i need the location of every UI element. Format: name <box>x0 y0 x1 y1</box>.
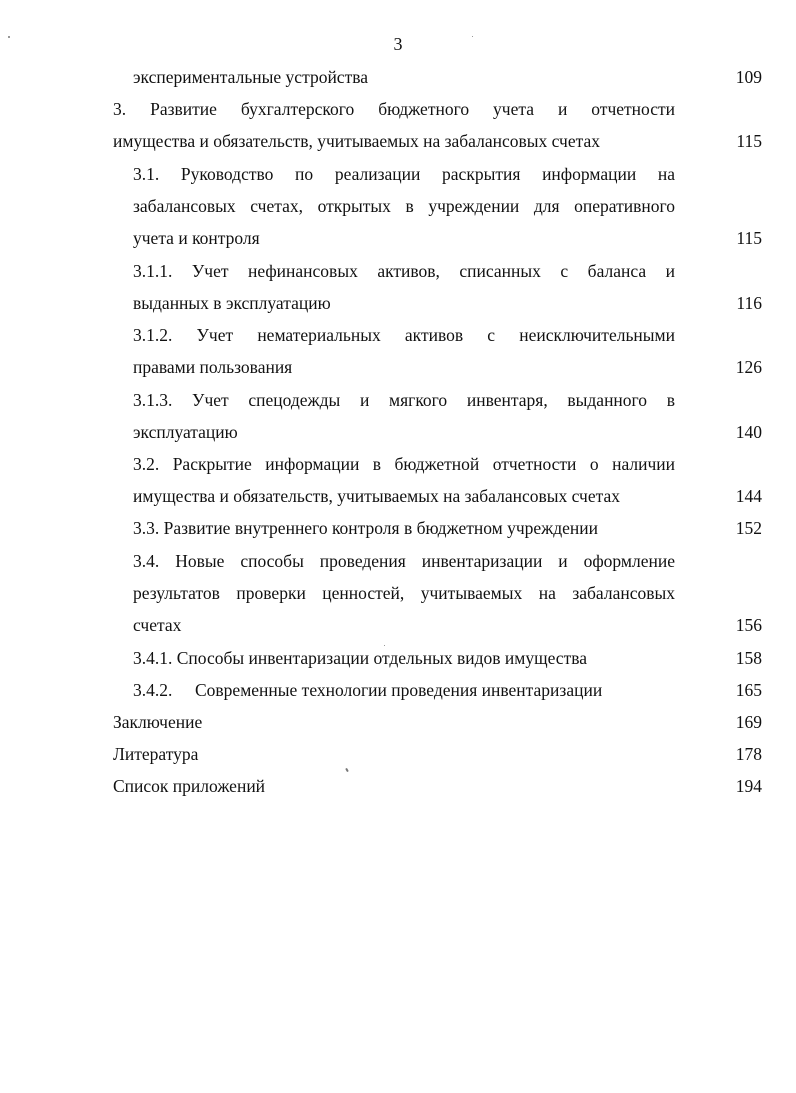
scan-speck <box>8 36 10 38</box>
toc-page-ref: 169 <box>735 712 762 732</box>
toc-page-ref: 115 <box>736 228 762 248</box>
toc-page-ref: 156 <box>735 615 762 635</box>
toc-page-ref: 144 <box>735 486 762 506</box>
toc-entry-text-line: выданных в эксплуатацию <box>133 293 331 313</box>
toc-entry-text-line: 3.4. Новые способы проведения инвентаризации и оформление <box>133 551 675 571</box>
toc-entry-text-line: имущества и обязательств, учитываемых на забалансовых счетах <box>133 486 621 506</box>
toc-entry-number: 3.4.2. <box>133 680 173 700</box>
toc-entry-text: Заключение <box>113 712 203 732</box>
toc-page-ref: 126 <box>735 357 762 377</box>
toc-entry-text: Литература <box>113 744 199 764</box>
scan-speck <box>345 768 349 772</box>
toc-page-ref: 158 <box>735 648 762 668</box>
toc-entry-text-line: 3. Развитие бухгалтерского бюджетного учета и отчетности <box>113 99 675 119</box>
toc-entry-text-line: 3.4.1. Способы инвентаризации отдельных видов имущества <box>133 648 588 668</box>
toc-entry-text-line: 3.1. Руководство по реализации раскрытия информации на <box>133 164 675 184</box>
toc-entry-text-line: 3.2. Раскрытие информации в бюджетной отчетности о наличии <box>133 454 675 474</box>
toc-page-ref: 140 <box>735 422 762 442</box>
toc-page-ref: 116 <box>736 293 762 313</box>
toc-entry-text-line: результатов проверки ценностей, учитываемых на забалансовых <box>133 583 675 603</box>
scan-speck <box>472 36 473 37</box>
toc-page-ref: 178 <box>735 744 762 764</box>
toc-page-ref: 152 <box>735 518 762 538</box>
toc-page-ref: 194 <box>735 776 762 796</box>
toc-entry-text-line: учета и контроля <box>133 228 260 248</box>
toc-entry-text: экспериментальные устройства <box>133 67 369 87</box>
toc-entry-text-line: 3.3. Развитие внутреннего контроля в бюджетном учреждении <box>133 518 599 538</box>
toc-entry-text-line: правами пользования <box>133 357 293 377</box>
toc-entry-text-line: эксплуатацию <box>133 422 238 442</box>
toc-page-ref: 165 <box>735 680 762 700</box>
toc-entry-text-line: 3.1.2. Учет нематериальных активов с неисключительными <box>133 325 675 345</box>
toc-entry-text-line: имущества и обязательств, учитываемых на забалансовых счетах <box>113 131 601 151</box>
toc-entry-text-line: счетах <box>133 615 182 635</box>
toc-entry-text: Список приложений <box>113 776 266 796</box>
toc-entry-text-line: 3.1.3. Учет спецодежды и мягкого инвентаря, выданного в <box>133 390 675 410</box>
scan-speck <box>384 645 385 646</box>
toc-page-ref: 115 <box>736 131 762 151</box>
toc-entry-title: Современные технологии проведения инвентаризации <box>195 680 603 700</box>
toc-entry-text-line: 3.1.1. Учет нефинансовых активов, списанных с баланса и <box>133 261 675 281</box>
page-number: 3 <box>393 34 403 54</box>
toc-page-ref: 109 <box>735 67 762 87</box>
toc-entry-text-line: забалансовых счетах, открытых в учреждении для оперативного <box>133 196 675 216</box>
